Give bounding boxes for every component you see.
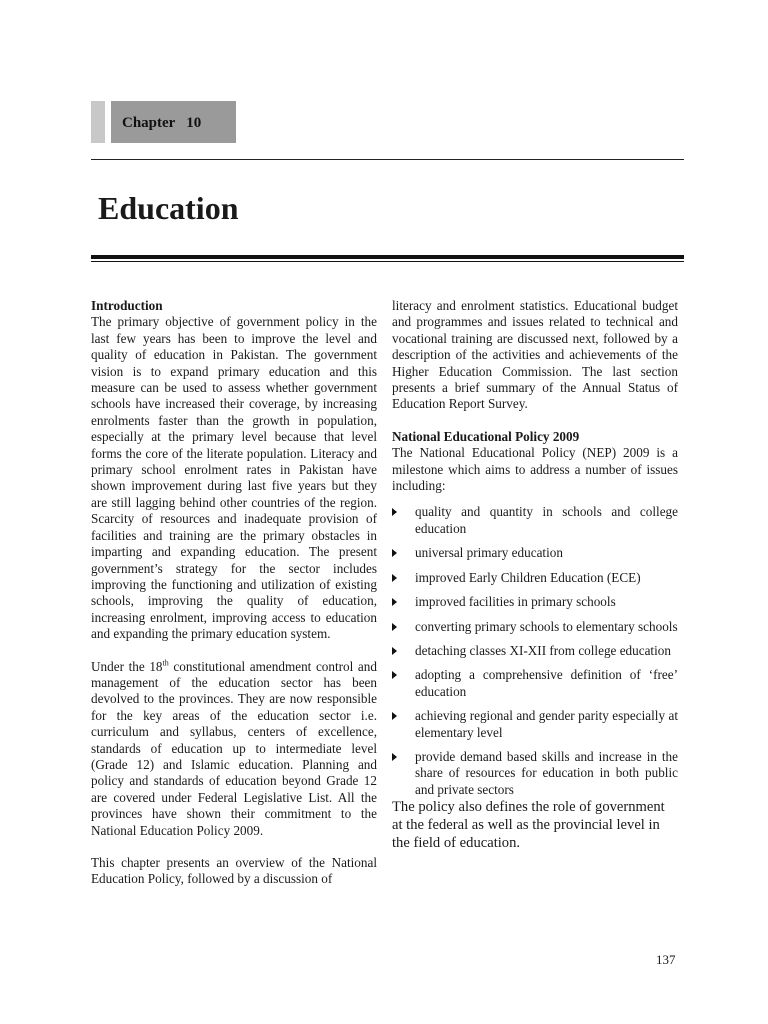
devolution-paragraph bbox=[91, 659, 377, 839]
list-item bbox=[392, 570, 678, 586]
devolution-text-rest: constitutional amendment control and management of the education sector has been devolved to the provinces. They are now responsible for the key areas of the education sector i.e. curriculum and syllabus, centers of excellence, standards of education up to intermediate level (Grade 12) and Islamic education. Planning and policy and standards of education beyond Grade 12 are covered under Federal Legislative List. All the provinces have shown their commitment to the National Education Policy 2009. bbox=[91, 658, 377, 838]
list-item bbox=[392, 504, 678, 537]
continued-paragraph: literacy and enrolment statistics. Educational budget and programmes and issues related to technical and vocational training are discussed next, followed by a description of the activities and achievements of the Higher Education Commission. The last section presents a brief summary of the Annual Status of Education Report Survey. bbox=[392, 298, 678, 412]
bullet-arrow-icon bbox=[392, 574, 397, 582]
list-item bbox=[392, 643, 678, 659]
list-item bbox=[392, 545, 678, 561]
closing-paragraph: The policy also defines the role of government at the federal as well as the provincial level in the field of education. bbox=[392, 799, 665, 852]
list-item bbox=[392, 667, 678, 700]
list-item-text: achieving regional and gender parity especially at elementary level bbox=[415, 708, 678, 740]
bullet-arrow-icon bbox=[392, 549, 397, 557]
left-column bbox=[91, 298, 377, 888]
list-item bbox=[392, 594, 678, 610]
intro-heading: Introduction bbox=[91, 298, 163, 313]
bullet-arrow-icon bbox=[392, 753, 397, 761]
list-item-text: improved Early Children Education (ECE) bbox=[415, 569, 641, 585]
bullet-arrow-icon bbox=[392, 598, 397, 606]
chapter-tab bbox=[91, 101, 236, 143]
list-item-text: converting primary schools to elementary schools bbox=[415, 618, 678, 634]
right-column bbox=[392, 298, 678, 852]
list-item-text: adopting a comprehensive definition of ‘free’ education bbox=[415, 667, 678, 699]
bullet-arrow-icon bbox=[392, 508, 397, 516]
bullet-arrow-icon bbox=[392, 623, 397, 631]
title-divider-thick bbox=[91, 255, 684, 259]
ordinal-suffix: th bbox=[162, 658, 169, 668]
devolution-text-start: Under the 18 bbox=[91, 658, 163, 674]
nep-intro-paragraph: The National Educational Policy (NEP) 2009 is a milestone which aims to address a number of issues including: bbox=[392, 445, 678, 494]
list-item-text: quality and quantity in schools and college education bbox=[415, 504, 678, 536]
bullet-arrow-icon bbox=[392, 712, 397, 720]
list-item bbox=[392, 708, 678, 741]
list-item-text: provide demand based skills and increase in the share of resources for education in both public and private sectors bbox=[415, 748, 678, 797]
title-divider-thin bbox=[91, 261, 684, 262]
bullet-arrow-icon bbox=[392, 647, 397, 655]
header-divider bbox=[91, 159, 684, 160]
list-item bbox=[392, 749, 678, 798]
chapter-tab-stripe bbox=[91, 101, 105, 143]
intro-paragraph: The primary objective of government policy in the last few years has been to improve the level and quality of education in Pakistan. The government vision is to expand primary education and this measure can be used to assess whether government schools have increased their coverage, by increasing enrolments faster than the growth in population, especially at the primary level because that level forms the core of the literate population. Literacy and primary school enrolment rates in Pakistan have shown improvement during last five years but they are still lagging behind other countries of the region. Scarcity of resources and inadequate provision of facilities and training are the primary obstacles in imparting and expanding education. The present government’s strategy for the sector includes improving the functioning and utilization of existing schools, improving the quality of education, increasing enrolment, improving access to education and expanding the primary education system. bbox=[91, 314, 377, 642]
nep-issues-list bbox=[392, 504, 678, 798]
nep-heading: National Educational Policy 2009 bbox=[392, 428, 580, 444]
list-item-text: improved facilities in primary schools bbox=[415, 594, 616, 610]
list-item-text: detaching classes XI-XII from college education bbox=[415, 642, 671, 658]
chapter-label: Chapter 10 bbox=[122, 115, 202, 131]
overview-paragraph: This chapter presents an overview of the National Education Policy, followed by a discussion of bbox=[91, 855, 377, 887]
list-item bbox=[392, 619, 678, 635]
list-item-text: universal primary education bbox=[415, 545, 563, 561]
bullet-arrow-icon bbox=[392, 671, 397, 679]
page-title: Education bbox=[98, 190, 239, 226]
page-number: 137 bbox=[656, 952, 676, 967]
